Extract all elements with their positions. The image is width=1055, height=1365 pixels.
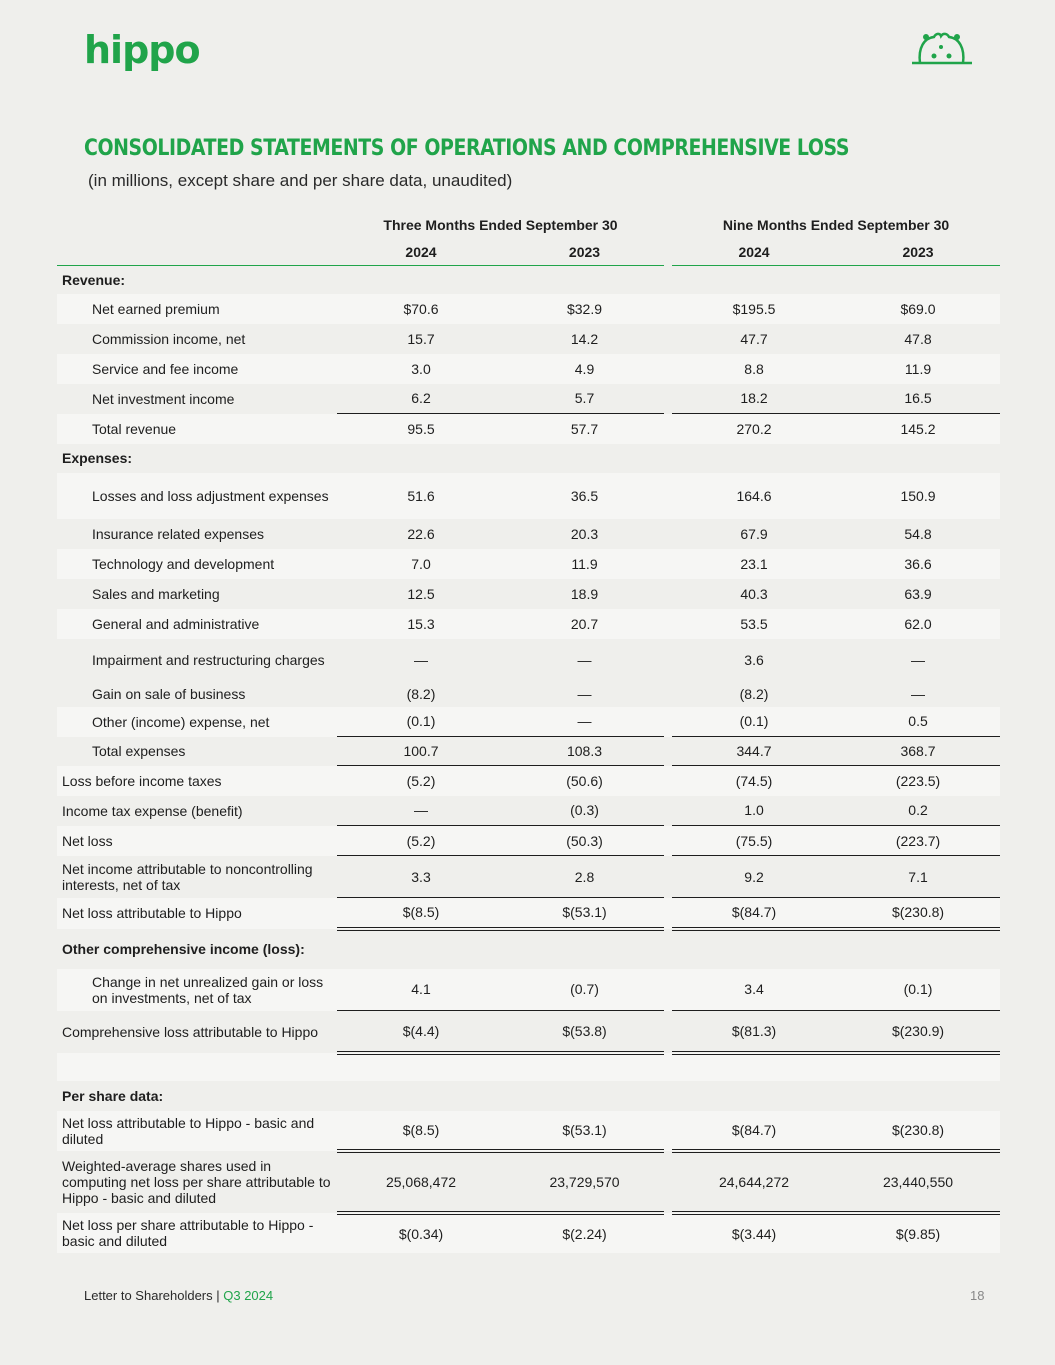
table-row (57, 579, 1000, 609)
row-value: 1.0 (744, 802, 764, 819)
row-value: (223.7) (836, 826, 1000, 856)
row-label: Technology and development (57, 549, 337, 579)
table-row (57, 856, 1000, 898)
row-value: (8.2) (739, 686, 769, 702)
row-value: 11.9 (505, 549, 664, 579)
row-value: 164.6 (672, 473, 836, 519)
row-value: $(230.8) (836, 1111, 1000, 1151)
header-row-groups (57, 211, 1000, 239)
row-label (57, 1053, 337, 1081)
row-value: 4.9 (505, 354, 664, 384)
row-label: Loss before income taxes (57, 766, 337, 796)
row-value: $(8.5) (337, 1111, 505, 1151)
row-value: (5.2) (337, 826, 505, 856)
row-value: 23,729,570 (505, 1151, 664, 1213)
row-value: $(81.3) (672, 1011, 836, 1053)
row-value: 54.8 (904, 525, 932, 542)
row-value: 20.3 (570, 525, 599, 542)
row-label: Weighted-average shares used in computing net loss per share attributable to Hippo - basic and diluted (62, 1157, 331, 1206)
row-value (505, 929, 664, 969)
row-value: 12.5 (407, 585, 435, 602)
hippo-mascot-icon (908, 30, 976, 66)
header-year: 2024 (672, 239, 836, 266)
footer-quarter: Q3 2024 (223, 1288, 274, 1303)
row-value (505, 444, 664, 473)
row-label: Total expenses (92, 743, 186, 759)
table-row (57, 639, 1000, 682)
row-label: Net loss (57, 826, 337, 856)
row-label: Total revenue (57, 414, 337, 444)
table-row (57, 1081, 1000, 1111)
row-value (337, 444, 505, 473)
header-year: 2023 (836, 239, 1000, 266)
row-value (337, 929, 505, 969)
row-value: $(53.8) (505, 1011, 664, 1053)
row-value: 53.5 (672, 609, 836, 639)
table-row (57, 294, 1000, 324)
row-value: (0.7) (505, 969, 664, 1011)
table-row (57, 929, 1000, 969)
row-value: 18.2 (740, 390, 768, 407)
row-value: — (911, 652, 926, 668)
table-row (57, 519, 1000, 549)
row-value: 344.7 (672, 737, 836, 766)
row-label: Net income attributable to noncontrolling interests, net of tax (62, 860, 313, 893)
row-value: — (911, 686, 926, 702)
row-label: Net loss attributable to Hippo (57, 898, 337, 929)
table-row (57, 898, 1000, 929)
row-value: (8.2) (406, 686, 436, 702)
table-row (57, 707, 1000, 737)
row-value: (0.1) (337, 707, 505, 737)
row-value: (0.1) (836, 969, 1000, 1011)
row-value (672, 929, 836, 969)
row-value: (0.1) (672, 707, 836, 737)
row-value: 25,068,472 (337, 1151, 505, 1213)
table-row (57, 444, 1000, 473)
row-value: 7.1 (836, 856, 1000, 898)
table-row (57, 682, 1000, 707)
row-value: 100.7 (337, 737, 505, 766)
row-label: Insurance related expenses (92, 525, 264, 542)
row-value: 47.7 (740, 330, 768, 347)
table-row (57, 1151, 1000, 1213)
row-value (505, 1053, 664, 1081)
row-value: 6.2 (411, 390, 431, 407)
row-value: 7.0 (337, 549, 505, 579)
row-value: (50.6) (505, 766, 664, 796)
row-value: 22.6 (407, 525, 435, 542)
row-value: $(53.1) (505, 1111, 664, 1151)
row-label: Gain on sale of business (92, 686, 246, 702)
footer-text: Letter to Shareholders | (84, 1288, 224, 1303)
row-value: 3.0 (337, 354, 505, 384)
row-value (836, 444, 1000, 473)
row-value: 14.2 (570, 330, 599, 347)
row-value: 145.2 (836, 414, 1000, 444)
footer (84, 1288, 273, 1303)
row-value: 9.2 (672, 856, 836, 898)
row-value: 2.8 (505, 856, 664, 898)
row-value: $(8.5) (337, 898, 505, 929)
table-row (57, 384, 1000, 414)
row-value: 3.3 (337, 856, 505, 898)
row-value: 15.7 (407, 330, 435, 347)
row-value (337, 1081, 505, 1111)
row-value: 67.9 (740, 525, 768, 542)
table-row (57, 1111, 1000, 1151)
row-value: $(9.85) (836, 1213, 1000, 1253)
header-three-months: Three Months Ended September 30 (383, 217, 618, 233)
row-label: Income tax expense (benefit) (62, 802, 243, 819)
row-label: Expenses: (62, 450, 133, 466)
row-value: 11.9 (836, 354, 1000, 384)
table-row (57, 266, 1000, 294)
row-value (672, 1081, 836, 1111)
row-value: (74.5) (672, 766, 836, 796)
table-row (57, 354, 1000, 384)
row-value (836, 929, 1000, 969)
table-row (57, 1053, 1000, 1081)
row-value: 15.3 (337, 609, 505, 639)
row-label: Other (income) expense, net (57, 707, 337, 737)
row-label: Revenue: (62, 271, 126, 288)
table-row (57, 1011, 1000, 1053)
row-label: Change in net unrealized gain or loss on investments, net of tax (57, 969, 337, 1011)
row-value: — (414, 802, 428, 819)
hippo-logo: hippo (84, 28, 200, 72)
row-value: $(3.44) (672, 1213, 836, 1253)
row-value: 51.6 (337, 473, 505, 519)
table-row (57, 1213, 1000, 1253)
row-label: Service and fee income (57, 354, 337, 384)
row-value: 4.1 (337, 969, 505, 1011)
row-value (505, 266, 664, 294)
row-value: 40.3 (740, 585, 768, 602)
row-value: — (577, 686, 592, 702)
row-value: — (577, 652, 592, 668)
row-value: 0.5 (836, 707, 1000, 737)
row-label: Net earned premium (57, 294, 337, 324)
row-value (672, 1053, 836, 1081)
row-value: $195.5 (672, 294, 836, 324)
row-label: Other comprehensive income (loss): (62, 940, 305, 957)
row-value: $70.6 (337, 294, 505, 324)
table-row (57, 969, 1000, 1011)
row-value: 8.8 (672, 354, 836, 384)
row-value: 36.5 (505, 473, 664, 519)
row-value: 0.2 (908, 802, 928, 819)
row-value: 5.7 (574, 390, 595, 407)
row-value: $(2.24) (505, 1213, 664, 1253)
row-value: $(84.7) (672, 898, 836, 929)
row-label: Impairment and restructuring charges (92, 652, 325, 668)
row-value: 3.6 (744, 652, 764, 668)
row-value (337, 1053, 505, 1081)
row-value: 24,644,272 (672, 1151, 836, 1213)
row-value: 23,440,550 (836, 1151, 1000, 1213)
row-value: (0.3) (570, 802, 599, 819)
row-value: $(230.9) (836, 1011, 1000, 1053)
header-year: 2023 (505, 239, 664, 266)
row-value: 150.9 (836, 473, 1000, 519)
row-value: 3.4 (672, 969, 836, 1011)
header-nine-months: Nine Months Ended September 30 (722, 217, 950, 233)
row-value: (50.3) (505, 826, 664, 856)
row-value: $32.9 (505, 294, 664, 324)
row-value: $(230.8) (836, 898, 1000, 929)
row-value: 47.8 (904, 330, 932, 347)
table-row (57, 826, 1000, 856)
row-value: 63.9 (904, 585, 932, 602)
row-value: (223.5) (836, 766, 1000, 796)
row-value: 270.2 (672, 414, 836, 444)
table-row (57, 473, 1000, 519)
row-label: Losses and loss adjustment expenses (57, 473, 337, 519)
row-value: 108.3 (505, 737, 664, 766)
row-value: 368.7 (836, 737, 1000, 766)
row-value: (5.2) (337, 766, 505, 796)
row-label: Sales and marketing (92, 585, 220, 602)
row-value: $69.0 (836, 294, 1000, 324)
row-value: $(84.7) (672, 1111, 836, 1151)
row-label: Comprehensive loss attributable to Hippo (62, 1023, 319, 1040)
row-value (836, 1081, 1000, 1111)
row-label: Net investment income (92, 390, 235, 407)
row-value (836, 1053, 1000, 1081)
row-value (505, 1081, 664, 1111)
row-value: — (505, 707, 664, 737)
page-subtitle: (in millions, except share and per share data, unaudited) (88, 171, 513, 190)
table-row (57, 549, 1000, 579)
row-value (672, 444, 836, 473)
table-row (57, 609, 1000, 639)
row-value: 23.1 (672, 549, 836, 579)
row-value: 95.5 (337, 414, 505, 444)
row-value: 18.9 (570, 585, 599, 602)
row-value (337, 266, 505, 294)
row-value (672, 266, 836, 294)
row-value: (75.5) (672, 826, 836, 856)
header-row-years (57, 239, 1000, 266)
row-value: $(0.34) (337, 1213, 505, 1253)
row-value: 16.5 (904, 390, 932, 407)
table-row (57, 737, 1000, 766)
header-year: 2024 (337, 239, 505, 266)
row-label: General and administrative (57, 609, 337, 639)
row-label: Per share data: (62, 1087, 164, 1104)
table-row (57, 324, 1000, 354)
row-value: — (414, 652, 428, 668)
row-value: $(4.4) (337, 1011, 505, 1053)
row-value: $(53.1) (505, 898, 664, 929)
financial-statement-table (57, 211, 1000, 1253)
page-title: CONSOLIDATED STATEMENTS OF OPERATIONS AND COMPREHENSIVE LOSS (84, 136, 850, 161)
row-label: Commission income, net (92, 330, 246, 347)
table-row (57, 796, 1000, 826)
row-label: Net loss attributable to Hippo - basic and diluted (57, 1111, 337, 1151)
row-label: Net loss per share attributable to Hippo - basic and diluted (57, 1213, 337, 1253)
row-value: 36.6 (836, 549, 1000, 579)
row-value: 20.7 (505, 609, 664, 639)
row-value: 57.7 (505, 414, 664, 444)
table-row (57, 414, 1000, 444)
page-number: 18 (970, 1288, 985, 1303)
row-value: 62.0 (836, 609, 1000, 639)
row-value (836, 266, 1000, 294)
table-row (57, 766, 1000, 796)
